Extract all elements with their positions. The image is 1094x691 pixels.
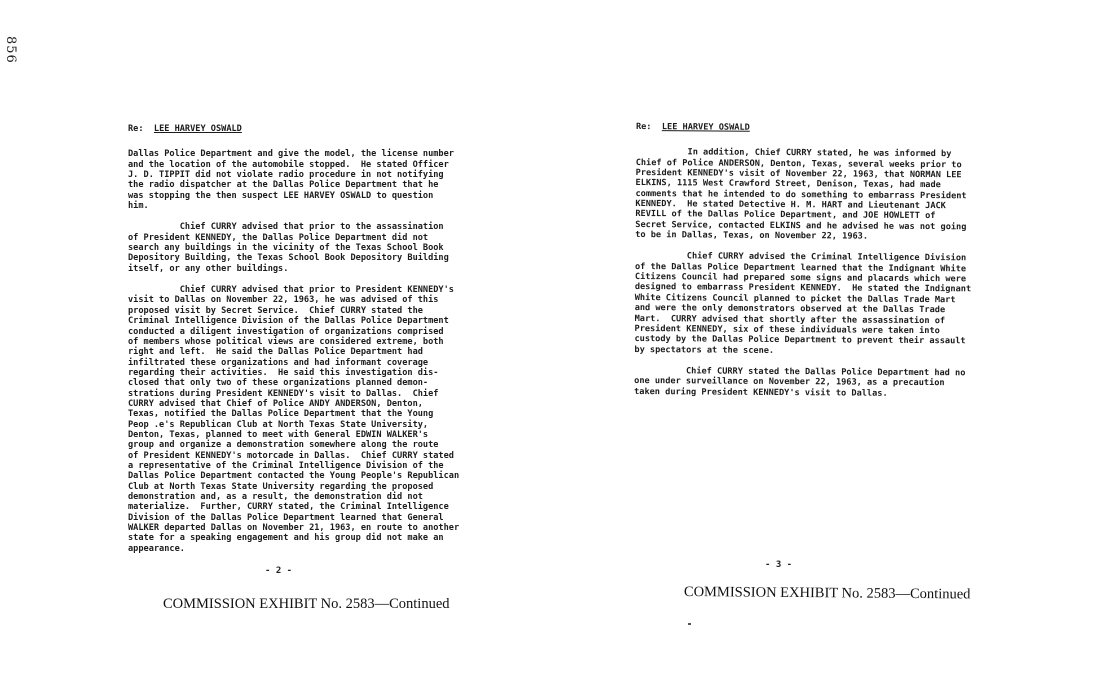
right-page-number: - 3 -: [765, 560, 793, 570]
left-re-subject: LEE HARVEY OSWALD: [153, 124, 242, 134]
right-paragraph-2: Chief CURRY advised the Criminal Intelligence Division of the Dallas Police Department learned that the Indignant White Citizens Council had prepared some signs and placards which were designed to embarrass President KENNEDY. He stated the Indignant White Citizens Council planned to picket the Dallas Trade Mart and were the only demonstrators observed at the Dallas Trade Mart. CURRY advised that shortly after the assassination of President KENNEDY, six of these individuals were taken into custody by the Dallas Police Department to prevent their assault by spectators at the scene.: [634, 251, 972, 356]
left-paragraph-2: Chief CURRY advised that prior to the assassination of President KENNEDY, the Dallas Police Department did not search any buildings in the vicinity of the Texas School Book Depository Building, the Texas School Book Depository Building itself, or any other buildings.: [128, 222, 449, 274]
right-exhibit-caption: COMMISSION EXHIBIT No. 2583—Continued: [683, 584, 971, 603]
right-re-line: [636, 122, 1008, 135]
right-re-label: Re:: [635, 122, 652, 133]
left-paragraph-1: Dallas Police Department and give the model, the license number and the location of the automobile stopped. He stated Officer J. D. TIPPIT did not violate radio procedure in not notifying the radio dispatcher at the Dallas Police Department that he was stopping the then suspect LEE HARVEY OSWALD to question him.: [128, 149, 454, 212]
left-exhibit-caption: COMMISSION EXHIBIT No. 2583—Continued: [163, 596, 450, 612]
left-document-page: [128, 124, 500, 565]
scan-speck: [688, 623, 691, 625]
volume-page-number: 856: [3, 36, 18, 64]
right-paragraph-1: In addition, Chief CURRY stated, he was informed by Chief of Police ANDERSON, Denton, Texas, several weeks prior to President KENNEDY's visit of November 22, 1963, that NORMAN LEE ELKINS, 1115 West Crawford Street, Denison, Texas, had made comments that he intended to do something to embarrass President KENNEDY. He stated Detective H. M. HART and Lieutenant JACK REVILL of the Dallas Police Department, and JOE HOWLETT of Secret Service, contacted ELKINS and he advised he was not going to be in Dallas, Texas, on November 22, 1963.: [635, 147, 967, 242]
left-re-label: Re:: [128, 124, 144, 134]
left-re-line: [128, 124, 500, 134]
left-paragraph-3: Chief CURRY advised that prior to President KENNEDY's visit to Dallas on November 22, 1963, he was advised of this proposed visit by Secret Service. Chief CURRY stated the Criminal Intelligence Division of the Dallas Police Department conducted a diligent investigation of organizations comprised of members whose political views are considered extreme, both right and left. He said the Dallas Police Department had infiltrated these organizations and had informant coverage regarding their activities. He said this investigation dis- closed that only two of these organizations planned demon- strations during President KENNEDY's visit to Dallas. Chief CURRY advised that Chief of Police ANDY ANDERSON, Denton, Texas, notified the Dallas Police Department that the Young Peop .e's Republican Club at North Texas State University, Denton, Texas, planned to meet with General EDWIN WALKER's group and organize a demonstration somewhere along the route of President KENNEDY's motorcade in Dallas. Chief CURRY stated a representative of the Criminal Intelligence Division of the Dallas Police Department contacted the Young People's Republican Club at North Texas State University regarding the proposed demonstration and, as a result, the demonstration did not materialize. Further, CURRY stated, the Criminal Intelligence Division of the Dallas Police Department learned that General WALKER departed Dallas on November 21, 1963, en route to another state for a speaking engagement and his group did not make an appearance.: [128, 285, 460, 554]
right-re-subject: LEE HARVEY OSWALD: [661, 122, 750, 133]
right-document-page: [634, 122, 1008, 410]
right-paragraph-3: Chief CURRY stated the Dallas Police Department had no one under surveillance on November 22, 1963, as a precaution taken during President KENNEDY's visit to Dallas.: [634, 365, 966, 399]
left-page-number: - 2 -: [265, 566, 293, 576]
